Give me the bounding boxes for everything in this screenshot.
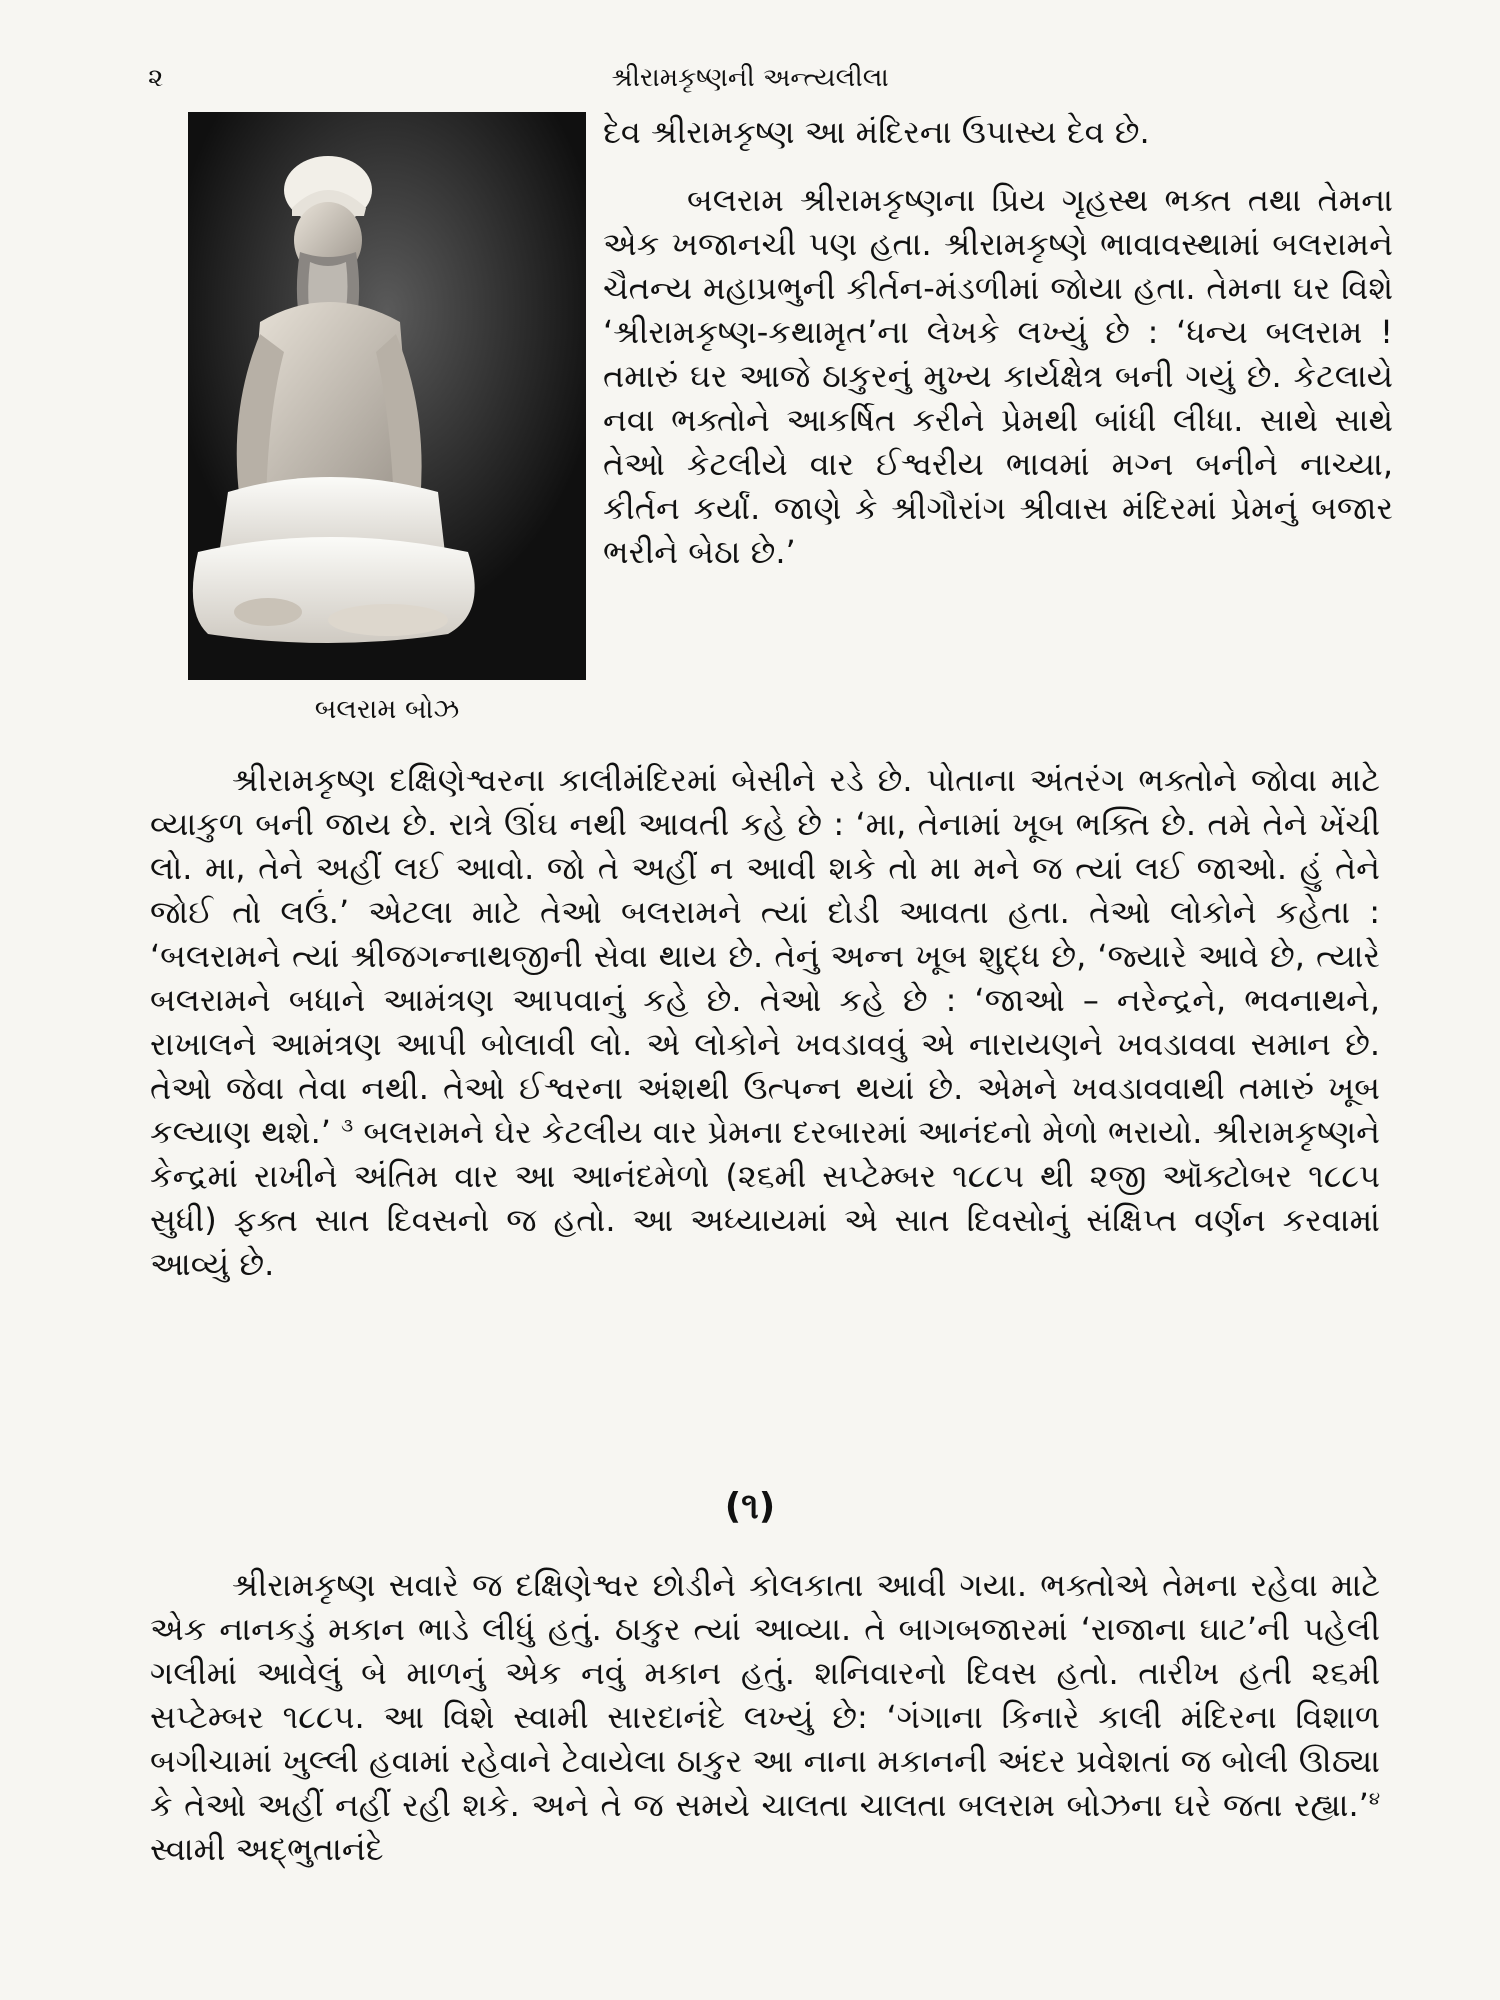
paragraph-4 <box>150 1563 1380 1871</box>
section-heading: (૧) <box>724 1486 776 1527</box>
balaram-bose-portrait <box>188 112 586 680</box>
paragraph-3-continued: બલરામને ઘેર કેટલીય વાર પ્રેમના દરબારમાં આનંદનો મેળો ભરાયો. શ્રીરામકૃષ્ણને કેન્દ્રમાં રાખીને અંતિમ વાર આ આનંદમેળો (૨૬મી સપ્ટેમ્બર ૧૮૮૫ થી ૨જી ઑક્ટોબર ૧૮૮૫ સુધી) ફક્ત સાત દિવસનો જ હતો. આ અધ્યાયમાં એ સાત દિવસોનું સંક્ષિપ્ત વર્ણન કરવામાં આવ્યું છે. <box>150 1113 1380 1283</box>
paragraph-4-continued: સ્વામી અદ્ભુતાનંદે <box>150 1830 384 1868</box>
page-header <box>0 58 1500 98</box>
footnote-marker-4: ૪ <box>1368 1788 1380 1810</box>
paragraph-3-text: શ્રીરામકૃષ્ણ દક્ષિણેશ્વરના કાલીમંદિરમાં બેસીને રડે છે. પોતાના અંતરંગ ભક્તોને જોવા માટે વ્યાકુળ બની જાય છે. રાત્રે ઊંઘ નથી આવતી કહે છે : ‘મા, તેનામાં ખૂબ ભક્તિ છે. તમે તેને ખેંચી લો. મા, તેને અહીં લઈ આવો. જો તે અહીં ન આવી શકે તો મા મને જ ત્યાં લઈ જાઓ. હું તેને જોઈ તો લઉં.’ એટલા માટે તેઓ બલરામને ત્યાં દોડી આવતા હતા. તેઓ લોકોને કહેતા : ‘બલરામને ત્યાં શ્રીજગન્નાથજીની સેવા થાય છે. તેનું અન્ન ખૂબ શુદ્ધ છે, ‘જ્યારે આવે છે, ત્યારે બલરામને બધાને આમંત્રણ આપવાનું કહે છે. તેઓ કહે છે : ‘જાઓ – નરેન્દ્રને, ભવનાથને, રાખાલને આમંત્રણ આપી બોલાવી લો. એ લોકોને ખવડાવવું એ નારાયણને ખવડાવવા સમાન છે. તેઓ જેવા તેવા નથી. તેઓ ઈશ્વરના અંશથી ઉત્પન્ન થયાં છે. એમને ખવડાવવાથી તમારું ખૂબ કલ્યાણ થશે.’ <box>150 761 1380 1151</box>
paragraph-2: બલરામ શ્રીરામકૃષ્ણના પ્રિય ગૃહસ્થ ભક્ત તથા તેમના એક ખજાનચી પણ હતા. શ્રીરામકૃષ્ણે ભાવાવસ્થામાં બલરામને ચૈતન્ય મહાપ્રભુની કીર્તન-મંડળીમાં જોયા હતા. તેમના ઘર વિશે ‘શ્રીરામકૃષ્ણ-કથામૃત’ના લેખકે લખ્યું છે : ‘ધન્ય બલરામ ! તમારું ઘર આજે ઠાકુરનું મુખ્ય કાર્યક્ષેત્ર બની ગયું છે. કેટલાયે નવા ભક્તોને આકર્ષિત કરીને પ્રેમથી બાંધી લીધા. સાથે સાથે તેઓ કેટલીયે વાર ઈશ્વરીય ભાવમાં મગ્ન બનીને નાચ્યા, કીર્તન કર્યાં. જાણે કે શ્રીગૌરાંગ શ્રીવાસ મંદિરમાં પ્રેમનું બજાર ભરીને બેઠા છે.’ <box>603 181 1393 571</box>
running-title: શ્રીરામકૃષ્ણની અન્ત્યલીલા <box>611 63 889 93</box>
footnote-marker-3: ૩ <box>341 1115 354 1137</box>
paragraph-4-text: શ્રીરામકૃષ્ણ સવારે જ દક્ષિણેશ્વર છોડીને કોલકાતા આવી ગયા. ભક્તોએ તેમના રહેવા માટે એક નાનકડું મકાન ભાડે લીધું હતું. ઠાકુર ત્યાં આવ્યા. તે બાગબજારમાં ‘રાજાના ઘાટ’ની પહેલી ગલીમાં આવેલું બે માળનું એક નવું મકાન હતું. શનિવારનો દિવસ હતો. તારીખ હતી ૨૬મી સપ્ટેમ્બર ૧૮૮૫. આ વિશે સ્વામી સારદાનંદે લખ્યું છે: ‘ગંગાના કિનારે કાલી મંદિરના વિશાળ બગીચામાં ખુલ્લી હવામાં રહેવાને ટેવાયેલા ઠાકુર આ નાના મકાનની અંદર પ્રવેશતાં જ બોલી ઊઠ્યા કે તેઓ અહીં નહીં રહી શકે. અને તે જ સમયે ચાલતા ચાલતા બલરામ બોઝના ઘરે જતા રહ્યા.’ <box>150 1566 1380 1824</box>
figure-caption: બલરામ બોઝ <box>314 694 460 725</box>
portrait-illustration <box>188 112 586 680</box>
paragraph-1: દેવ શ્રીરામકૃષ્ણ આ મંદિરના ઉપાસ્ય દેવ છે. <box>603 113 1150 151</box>
paragraph-3 <box>150 758 1380 1286</box>
page-number: ૨ <box>148 63 164 93</box>
